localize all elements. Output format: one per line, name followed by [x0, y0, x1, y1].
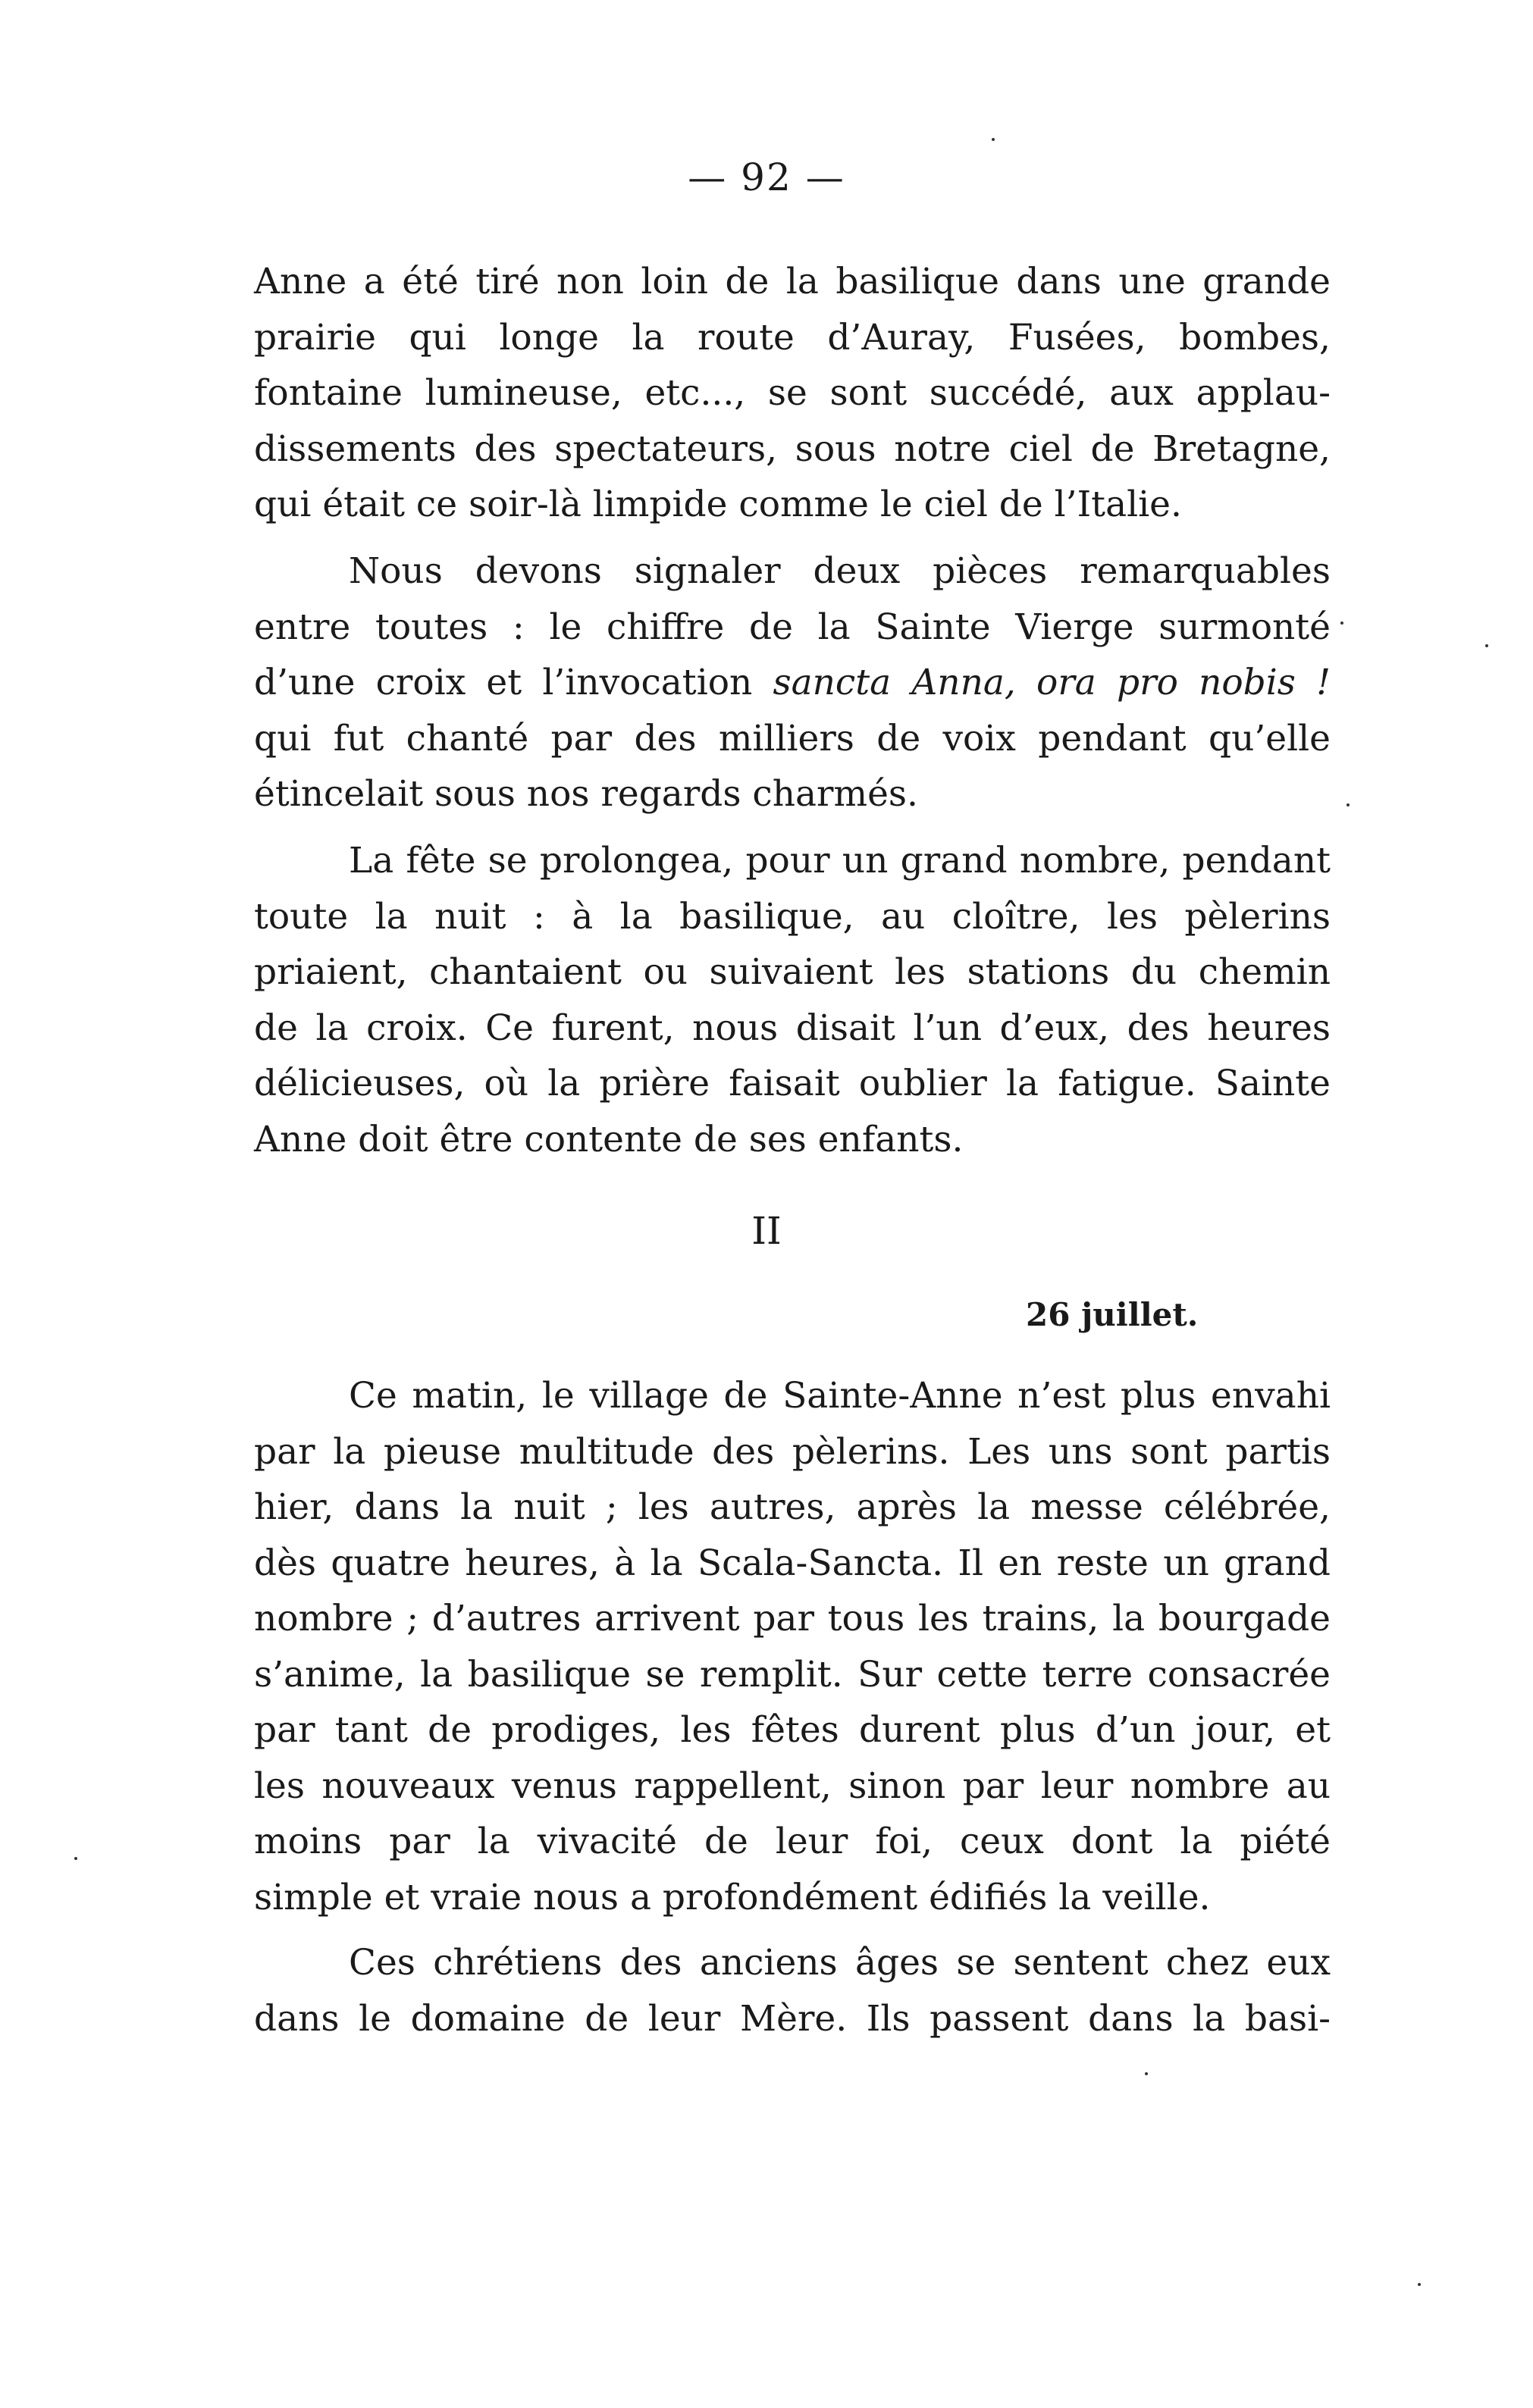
scan-speck [1145, 2072, 1148, 2075]
invocation-italic: sancta Anna, ora pro nobis ! [773, 662, 1331, 703]
section-heading: II [751, 1209, 782, 1253]
text-line: s’anime, la basilique se remplit. Sur cette terre consacrée [254, 1653, 1331, 1696]
text-line: simple et vraie nous a profondément édifiés la veille. [254, 1876, 1211, 1918]
scan-speck [1485, 644, 1488, 647]
paragraph-night [254, 833, 1331, 1167]
text-line: hier, dans la nuit ; les autres, après la messe célébrée, [254, 1486, 1331, 1528]
text-line: priaient, chantaient ou suivaient les stations du chemin [254, 951, 1331, 993]
text-line: toute la nuit : à la basilique, au cloître, les pèlerins [254, 895, 1331, 938]
paragraph-fireworks [254, 543, 1331, 822]
text-line: par tant de prodiges, les fêtes durent plus d’un jour, et [254, 1709, 1331, 1751]
text-line: Anne doit être contente de ses enfants. [254, 1118, 964, 1160]
text-line: dès quatre heures, à la Scala-Sancta. Il en reste un grand [254, 1542, 1331, 1584]
text-line: Ce matin, le village de Sainte-Anne n’est plus envahi [349, 1375, 1331, 1417]
page-number: — 92 — [688, 155, 845, 199]
text-line: de la croix. Ce furent, nous disait l’un d’eux, des heures [254, 1007, 1331, 1049]
text-line: dans le domaine de leur Mère. Ils passent dans la basi- [254, 1997, 1331, 2040]
text-line: prairie qui longe la route d’Auray, Fusées, bombes, [254, 316, 1331, 359]
scan-speck [992, 138, 995, 141]
scan-speck [74, 1857, 77, 1860]
text-line: Anne a été tiré non loin de la basilique dans une grande [254, 261, 1331, 302]
scan-speck [1418, 2283, 1421, 2286]
text-line: entre toutes : le chiffre de la Sainte Vierge surmonté [254, 606, 1331, 648]
text-line: fontaine lumineuse, etc..., se sont succédé, aux applau- [254, 372, 1331, 414]
paragraph-morning [254, 1368, 1331, 1925]
text-line: délicieuses, où la prière faisait oublier la fatigue. Sainte [254, 1063, 1331, 1104]
text-line: La fête se prolongea, pour un grand nombre, pendant [349, 840, 1331, 881]
text-line: par la pieuse multitude des pèlerins. Les uns sont partis [254, 1430, 1331, 1473]
scan-speck [1346, 803, 1350, 806]
text-line: Ces chrétiens des anciens âges se sentent chez eux [349, 1942, 1331, 1984]
text-line: qui fut chanté par des milliers de voix pendant qu’elle [254, 717, 1331, 759]
paragraph-continued [254, 254, 1331, 533]
paragraph-christians [254, 1935, 1331, 2046]
dateline: 26 juillet. [1026, 1296, 1199, 1333]
text-line: les nouveaux venus rappellent, sinon par leur nombre au [254, 1765, 1331, 1807]
text-line: nombre ; d’autres arrivent par tous les trains, la bourgade [254, 1598, 1331, 1639]
text-line: étincelait sous nos regards charmés. [254, 773, 918, 815]
text-line: Nous devons signaler deux pièces remarquables [349, 550, 1331, 592]
text-line-with-invocation [254, 655, 1331, 711]
text-line: dissements des spectateurs, sous notre ciel de Bretagne, [254, 427, 1331, 470]
scan-speck [1340, 622, 1343, 625]
text-line: moins par la vivacité de leur foi, ceux dont la piété [254, 1821, 1331, 1862]
text-segment: d’une croix et l’invocation [254, 662, 773, 703]
text-line: qui était ce soir-là limpide comme le ciel de l’Italie. [254, 484, 1182, 525]
